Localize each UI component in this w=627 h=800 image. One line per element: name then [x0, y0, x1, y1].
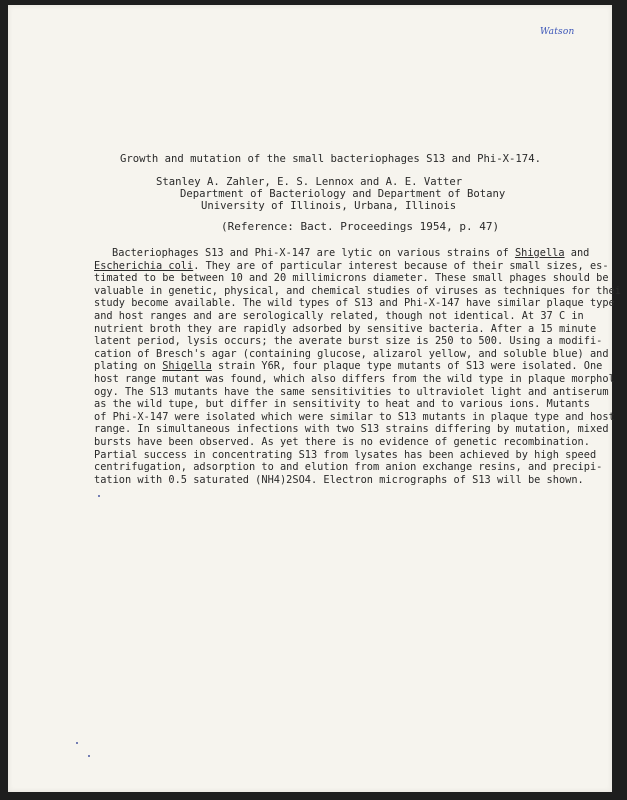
body-text-segment: and host ranges and are serologically related, though not identical. At 37 C in — [94, 309, 584, 322]
body-line — [94, 372, 615, 386]
body-line — [94, 347, 609, 361]
organism-name: Shigella — [162, 360, 212, 373]
body-line — [94, 410, 615, 424]
body-text-segment: timated to be between 10 and 20 millimicrons diameter. These small phages should be — [94, 272, 609, 285]
body-line — [94, 423, 609, 436]
body-text-segment: of Phi-X-147 were isolated which were similar to S13 mutants in plaque type and host — [94, 410, 615, 423]
organism-name: Shigella — [514, 247, 565, 259]
document-page — [8, 5, 621, 792]
author-list: Stanley A. Zahler, E. S. Lennox and A. E. Vatter — [156, 176, 463, 188]
body-text-segment: tation with 0.5 saturated (NH4)2SO4. Electron micrographs of S13 will be shown. — [94, 473, 584, 486]
body-text-segment: study become available. The wild types of S13 and Phi-X-147 have similar plaque type — [94, 297, 615, 310]
university-line: University of Illinois, Urbana, Illinois — [201, 200, 457, 212]
body-line — [94, 398, 590, 411]
body-line — [94, 322, 597, 336]
body-text-segment: latent period, lysis occurs; the averate burst size is 250 to 500. Using a modifi- — [94, 335, 603, 348]
body-text-segment: as the wild tupe, but differ in sensitivity to heat and to various ions. Mutants — [94, 398, 590, 411]
body-text-segment: nutrient broth they are rapidly adsorbed by sensitive bacteria. After a 15 minute — [94, 322, 597, 335]
body-line — [94, 473, 584, 487]
body-text-segment: valuable in genetic, physical, and chemical studies of viruses as techniques for thei — [94, 284, 621, 297]
organism-name: Escherichia coli — [94, 259, 194, 272]
paper-title: Growth and mutation of the small bacteriophages S13 and Phi-X-174. — [120, 153, 541, 165]
body-line — [94, 360, 603, 373]
body-line — [94, 448, 597, 462]
body-text-segment: centrifugation, adsorption to and elution from anion exchange resins, and precipi- — [94, 461, 603, 474]
body-text-segment: Partial success in concentrating S13 from lysates has been achieved by high speed — [94, 448, 597, 461]
ink-speck — [88, 755, 90, 757]
body-text-segment: cation of Bresch's agar (containing glucose, alizarol yellow, and soluble blue) and — [94, 347, 609, 360]
body-text-segment: . They are of particular interest because of their small sizes, es- — [193, 259, 609, 272]
body-line — [94, 284, 621, 298]
body-text-segment: bursts have been observed. As yet there is no evidence of genetic recombination. — [94, 435, 590, 448]
body-line — [94, 272, 609, 285]
body-text-segment: range. In simultaneous infections with two S13 strains differing by mutation, mixed — [94, 423, 609, 436]
body-line — [94, 335, 603, 348]
body-line — [94, 461, 603, 474]
body-text-segment: Bacteriophages S13 and Phi-X-147 are lytic on various strains of — [112, 247, 515, 259]
body-text-segment: host range mutant was found, which also differs from the wild type in plaque morphol — [94, 372, 615, 385]
ink-speck — [98, 495, 100, 497]
department-line: Department of Bacteriology and Department of Botany — [180, 188, 506, 200]
body-text-segment: strain Y6R, four plaque type mutants of S13 were isolated. One — [211, 360, 603, 373]
ink-speck — [76, 742, 78, 744]
body-text-segment: plating on — [94, 360, 163, 373]
abstract-body — [94, 247, 621, 486]
body-line — [94, 247, 590, 260]
reference-line: (Reference: Bact. Proceedings 1954, p. 47) — [221, 220, 500, 233]
body-line — [94, 309, 584, 323]
body-text-segment: ogy. The S13 mutants have the same sensitivities to ultraviolet light and antiserum — [94, 385, 609, 398]
body-line — [94, 259, 609, 273]
body-text-segment: and — [564, 247, 590, 259]
handwritten-corner-note: Watson — [540, 27, 575, 37]
body-line — [94, 385, 609, 399]
body-line — [94, 297, 615, 310]
body-line — [94, 435, 590, 449]
